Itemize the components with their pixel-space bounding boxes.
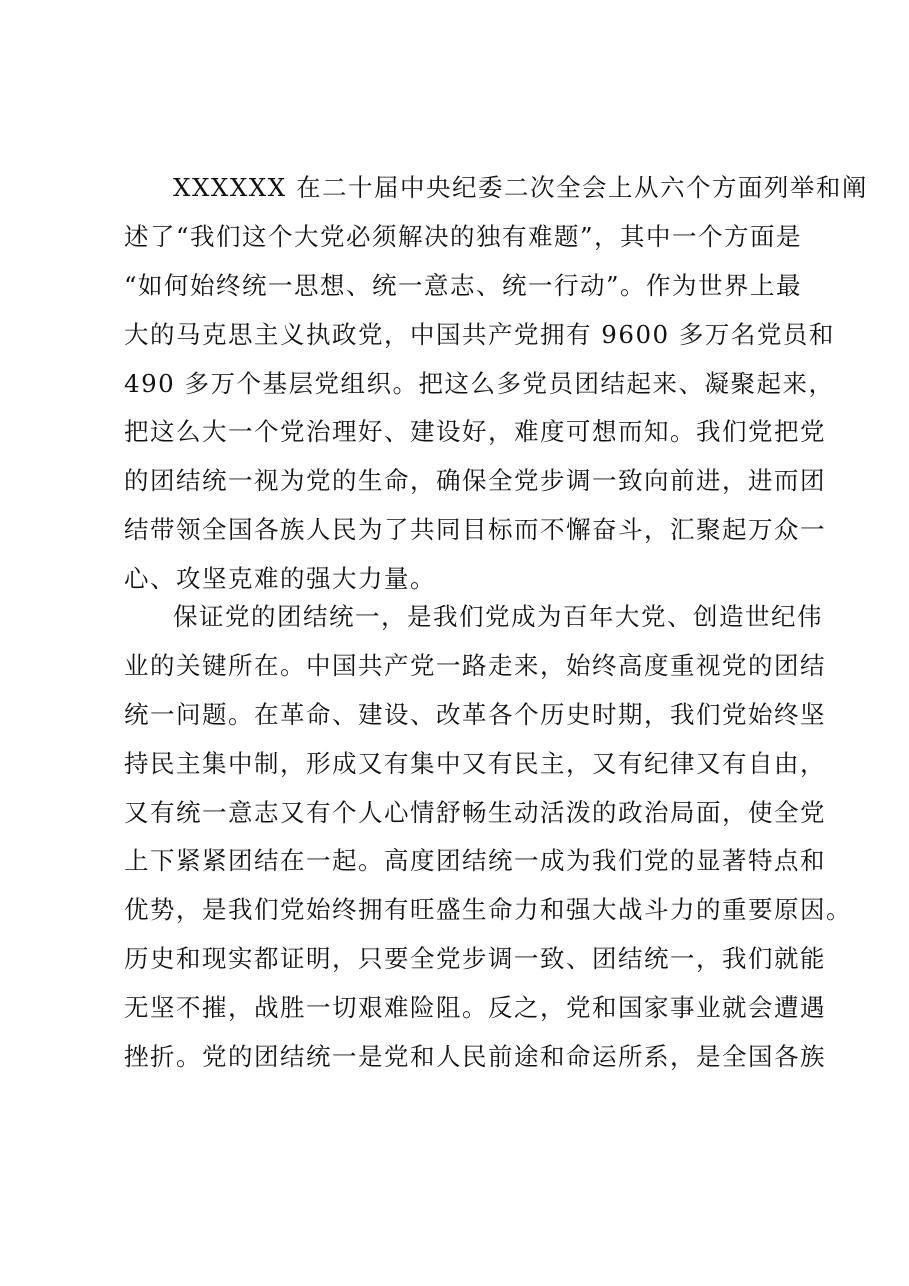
paragraph-2: [124, 593, 852, 1082]
text-line: 把这么大一个党治理好、建设好，难度可想而知。我们党把党: [124, 417, 826, 447]
text-line: 无坚不摧，战胜一切艰难险阻。反之，党和国家事业就会遭遇: [124, 993, 826, 1023]
text-line: 490 多万个基层党组织。把这么多党员团结起来、凝聚起来，: [124, 368, 835, 398]
text-line: 心、攻坚克难的强大力量。: [124, 564, 436, 594]
text-line: 挫折。党的团结统一是党和人民前途和命运所系，是全国各族: [124, 1042, 826, 1072]
text-line: “如何始终统一思想、统一意志、统一行动”。作为世界上最: [124, 270, 803, 300]
paragraph-1: [124, 164, 868, 604]
text-line: 历史和现实都证明，只要全党步调一致、团结统一，我们就能: [124, 944, 826, 974]
text-line: 上下紧紧团结在一起。高度团结统一成为我们党的显著特点和: [124, 846, 826, 876]
text-line: 结带领全国各族人民为了共同目标而不懈奋斗，汇聚起万众一: [124, 515, 826, 545]
text-line: 优势，是我们党始终拥有旺盛生命力和强大战斗力的重要原因。: [124, 895, 852, 925]
text-line: 大的马克思主义执政党，中国共产党拥有 9600 多万名党员和: [124, 319, 835, 349]
text-line: 又有统一意志又有个人心情舒畅生动活泼的政治局面，使全党: [124, 797, 826, 827]
text-line: 的团结统一视为党的生命，确保全党步调一致向前进，进而团: [124, 466, 826, 496]
text-line: 业的关键所在。中国共产党一路走来，始终高度重视党的团结: [124, 650, 826, 680]
text-line: 持民主集中制，形成又有集中又有民主，又有纪律又有自由，: [124, 748, 826, 778]
text-line: 保证党的团结统一，是我们党成为百年大党、创造世纪伟: [173, 602, 823, 631]
text-line: 统一问题。在革命、建设、改革各个历史时期，我们党始终坚: [124, 699, 826, 729]
text-line: XXXXXX 在二十届中央纪委二次全会上从六个方面列举和阐: [173, 173, 868, 202]
text-line: 述了“我们这个大党必须解决的独有难题”，其中一个方面是: [124, 221, 803, 251]
